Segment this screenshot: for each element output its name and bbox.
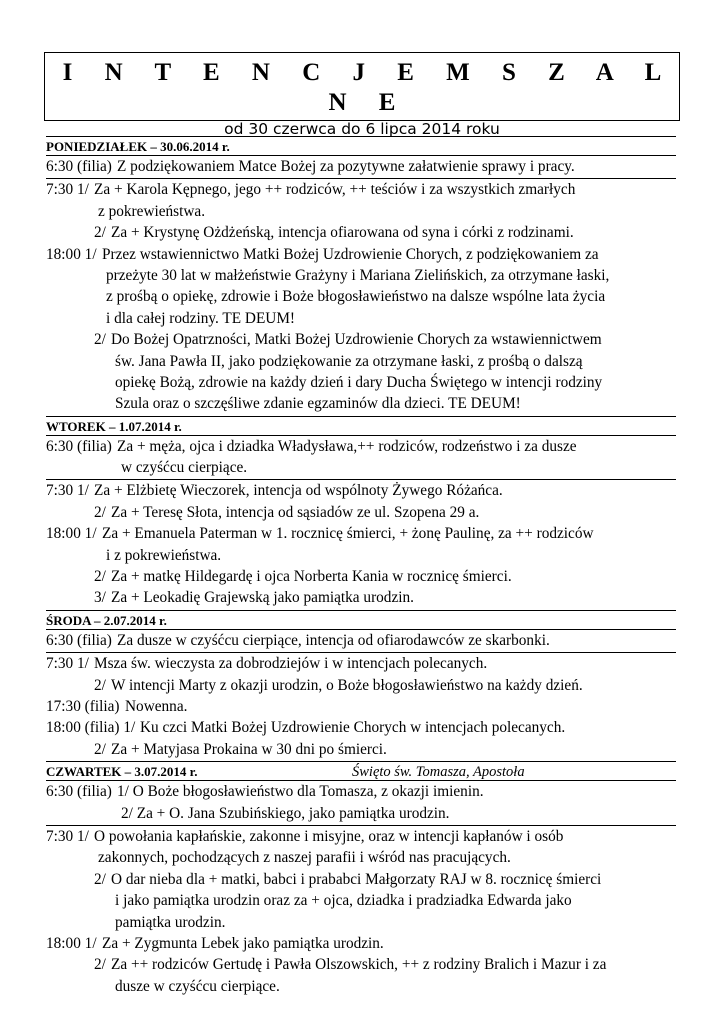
intention-text: Przez wstawiennictwo Matki Bożej Uzdrowienie Chorych, z podziękowaniem za <box>102 245 599 263</box>
day-title: CZWARTEK – 3.07.2014 r. <box>46 764 198 780</box>
intention-line <box>46 393 676 414</box>
time-label: 2/ <box>94 740 106 758</box>
time-label: 6:30 (filia) <box>46 158 112 175</box>
intention-line <box>46 696 676 717</box>
intention-text: Za + Leokadię Grajewską jako pamiątka urodzin. <box>111 589 414 607</box>
time-label: 3/ <box>94 589 106 607</box>
intention-text: Za dusze w czyśćcu cierpiące, intencja od ofiarodawców ze skarbonki. <box>117 631 550 649</box>
time-block <box>46 630 676 652</box>
intention-text: Za + Zygmunta Lebek jako pamiątka urodzin. <box>102 934 384 952</box>
time-label: 7:30 1/ <box>46 827 89 845</box>
intention-line <box>46 653 676 674</box>
intention-text: dusze w czyśćcu cierpiące. <box>115 977 280 995</box>
day-title: ŚRODA – 2.07.2014 r. <box>46 612 167 628</box>
intention-line <box>46 803 676 824</box>
intention-line <box>46 826 676 847</box>
time-block <box>46 825 676 998</box>
time-block <box>46 652 676 761</box>
page-title: I N T E N C J E M S Z A L N E <box>62 59 675 116</box>
time-label: 2/ <box>94 676 106 694</box>
time-label: 2/ <box>94 956 106 974</box>
intention-line <box>46 156 676 177</box>
time-block <box>46 156 676 178</box>
intention-text: Za + Matyjasa Prokaina w 30 dni po śmierci. <box>111 740 387 758</box>
intention-text: przeżyte 30 lat w małżeństwie Grażyny i Mariana Zielińskich, za otrzymane łaski, <box>106 266 610 284</box>
intention-line <box>46 869 676 890</box>
day-section <box>46 610 676 761</box>
intention-text: Za + matkę Hildegardę i ojca Norberta Kania w rocznicę śmierci. <box>111 568 512 586</box>
day-title: PONIEDZIAŁEK – 30.06.2014 r. <box>46 139 230 154</box>
intention-text: opiekę Bożą, zdrowie na każdy dzień i dary Ducha Świętego w intencji rodziny <box>115 373 603 391</box>
time-label: 2/ <box>94 870 106 888</box>
intention-line <box>46 912 676 933</box>
intention-text: Za + Teresę Słota, intencja od sąsiadów ze ul. Szopena 29 a. <box>111 503 480 521</box>
time-label: 17:30 (filia) <box>46 697 120 715</box>
time-block <box>46 781 676 825</box>
title-box <box>44 52 680 138</box>
time-label: 6:30 (filia) <box>46 631 112 649</box>
intention-text: i dla całej rodziny. TE DEUM! <box>106 309 296 327</box>
time-block <box>46 436 676 480</box>
intention-text: i z pokrewieństwa. <box>106 546 222 564</box>
time-label: 6:30 (filia) <box>46 437 112 455</box>
intention-line <box>46 781 676 802</box>
feast-note: Święto św. Tomasza, Apostoła <box>352 764 525 781</box>
intention-line <box>46 222 676 243</box>
intention-line <box>46 545 676 566</box>
intention-text: i jako pamiątka urodzin oraz za + ojca, dziadka i pradziadka Edwarda jako <box>115 892 572 910</box>
intention-text: 2/ Za + O. Jana Szubińskiego, jako pamiątka urodzin. <box>121 804 450 822</box>
intention-line <box>46 890 676 911</box>
intention-text: z prośbą o opiekę, zdrowie i Boże błogosławieństwo na dalsze wspólne lata życia <box>106 288 606 306</box>
intention-text: Za + męża, ojca i dziadka Władysława,++ rodziców, rodzeństwo i za dusze <box>117 437 577 455</box>
intention-text: Za + Karola Kępnego, jego ++ rodziców, ++ teściów i za wszystkich zmarłych <box>94 181 576 199</box>
intention-text: Ku czci Matki Bożej Uzdrowienie Chorych w intencjach polecanych. <box>140 719 566 737</box>
time-block <box>46 479 676 609</box>
day-header <box>46 417 676 436</box>
day-title: WTOREK – 1.07.2014 r. <box>46 418 182 434</box>
intention-line <box>46 675 676 696</box>
intention-text: W intencji Marty z okazji urodzin, o Boże błogosławieństwo na każdy dzień. <box>111 676 583 694</box>
intention-line <box>46 179 676 200</box>
intention-line <box>46 436 676 457</box>
day-header <box>46 137 676 156</box>
intention-text: Za + Krystynę Ożdżeńską, intencja ofiarowana od syna i córki z rodzinami. <box>111 224 574 242</box>
intention-text: 1/ O Boże błogosławieństwo dla Tomasza, z okazji imienin. <box>117 783 484 801</box>
intention-text: O dar nieba dla + matki, babci i prababci Małgorzaty RAJ w 8. rocznicę śmierci <box>111 870 602 888</box>
intention-text: O powołania kapłańskie, zakonne i misyjne, oraz w intencji kapłanów i osób <box>94 827 564 845</box>
time-label: 2/ <box>94 331 106 349</box>
time-label: 2/ <box>94 224 106 242</box>
day-header <box>46 762 676 781</box>
intention-line <box>46 265 676 286</box>
intention-line <box>46 480 676 501</box>
intention-text: Za + Emanuela Paterman w 1. rocznicę śmierci, + żonę Paulinę, za ++ rodziców <box>102 525 594 543</box>
time-label: 18:00 1/ <box>46 525 97 543</box>
intention-text: Za ++ rodziców Gertudę i Pawła Olszowskich, ++ z rodziny Bralich i Mazur i za <box>111 956 607 974</box>
time-label: 18:00 1/ <box>46 245 97 263</box>
time-label: 2/ <box>94 503 106 521</box>
intention-line <box>46 372 676 393</box>
intention-line <box>46 308 676 329</box>
day-section <box>46 761 676 998</box>
intention-line <box>46 286 676 307</box>
time-label: 7:30 1/ <box>46 181 89 199</box>
time-label: 6:30 (filia) <box>46 783 112 801</box>
intention-line <box>46 717 676 738</box>
intention-text: Szula oraz o szczęśliwe zdanie egzaminów dla dzieci. TE DEUM! <box>115 395 521 413</box>
time-label: 7:30 1/ <box>46 482 89 500</box>
time-label: 2/ <box>94 568 106 586</box>
intention-text: Nowenna. <box>125 697 188 715</box>
intention-line <box>46 523 676 544</box>
intention-line <box>46 976 676 997</box>
time-block <box>46 178 676 415</box>
intention-line <box>46 739 676 760</box>
intention-line <box>46 566 676 587</box>
time-label: 18:00 1/ <box>46 934 97 952</box>
time-label: 7:30 1/ <box>46 655 89 673</box>
intention-line <box>46 351 676 372</box>
intention-text: Za + Elżbietę Wieczorek, intencja od wspólnoty Żywego Różańca. <box>94 482 503 500</box>
day-header <box>46 611 676 630</box>
intention-line <box>46 587 676 608</box>
day-section <box>46 416 676 610</box>
intention-line <box>46 502 676 523</box>
intention-line <box>46 630 676 651</box>
intentions-list <box>46 136 676 998</box>
intention-text: w czyśćcu cierpiące. <box>121 459 248 477</box>
intention-text: św. Jana Pawła II, jako podziękowanie za otrzymane łaski, z prośbą o dalszą <box>115 352 583 370</box>
day-section <box>46 136 676 416</box>
intention-line <box>46 847 676 868</box>
page-subtitle: od 30 czerwca do 6 lipca 2014 roku <box>224 120 500 138</box>
intention-line <box>46 244 676 265</box>
intention-text: Z podziękowaniem Matce Bożej za pozytywne załatwienie sprawy i pracy. <box>117 158 575 175</box>
intention-line <box>46 201 676 222</box>
intention-text: pamiątka urodzin. <box>115 913 226 931</box>
intention-line <box>46 933 676 954</box>
intention-line <box>46 329 676 350</box>
intention-text: z pokrewieństwa. <box>98 202 206 220</box>
intention-text: zakonnych, pochodzących z naszej parafii i wśród nas pracujących. <box>98 849 511 867</box>
intention-text: Msza św. wieczysta za dobrodziejów i w intencjach polecanych. <box>94 655 488 673</box>
time-label: 18:00 (filia) 1/ <box>46 719 136 737</box>
intention-line <box>46 457 676 478</box>
intention-text: Do Bożej Opatrzności, Matki Bożej Uzdrowienie Chorych za wstawiennictwem <box>111 331 602 349</box>
intention-line <box>46 954 676 975</box>
